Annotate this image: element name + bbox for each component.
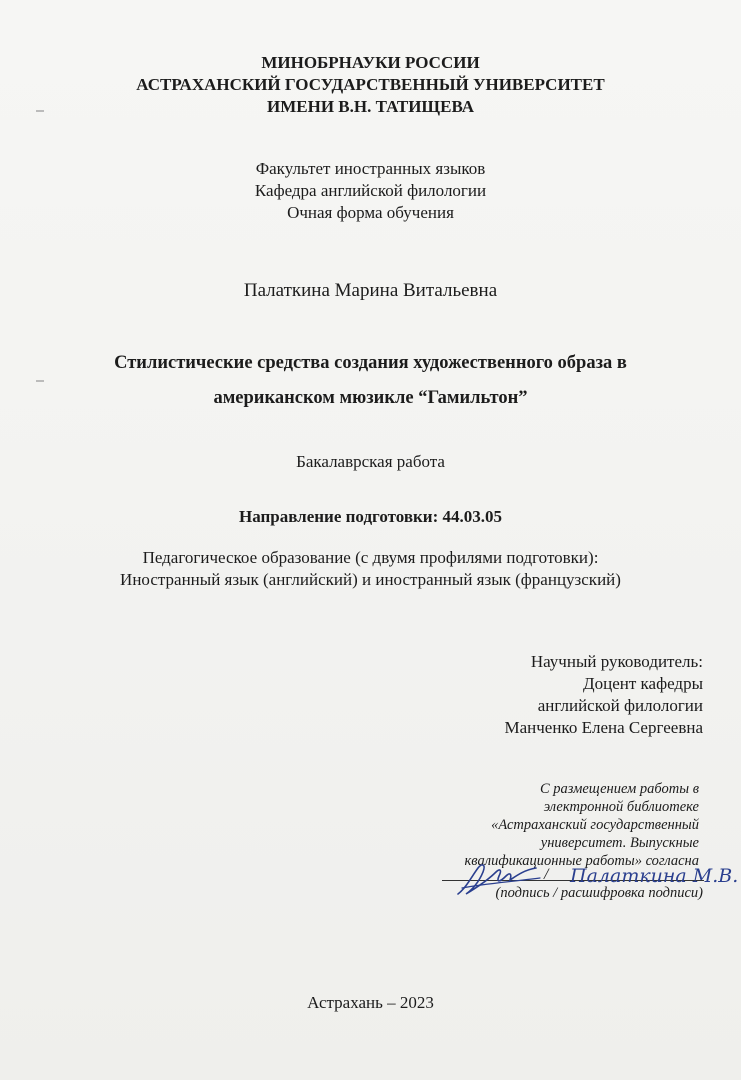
ministry-line: МИНОБРНАУКИ РОССИИ <box>261 53 480 72</box>
work-type: Бакалаврская работа <box>296 452 445 471</box>
thesis-title-line-1: Стилистические средства создания художественного образа в <box>114 353 627 373</box>
university-name-line: ИМЕНИ В.Н. ТАТИЩЕВА <box>266 97 474 116</box>
author-name: Палаткина Марина Витальевна <box>243 280 498 301</box>
supervisor-position: Доцент кафедры <box>583 674 703 693</box>
city-year: Астрахань – 2023 <box>307 993 434 1012</box>
study-form-line: Очная форма обучения <box>287 203 454 222</box>
profile-line-2: Иностранный язык (английский) и иностранный язык (французский) <box>120 570 621 589</box>
thesis-title-line-2: американском мюзикле “Гамильтон” <box>213 388 528 408</box>
scan-mark <box>36 380 44 382</box>
handwritten-name-text: Палаткина М.В. <box>570 865 739 887</box>
department-line: Кафедра английской филологии <box>254 181 487 200</box>
profile-line-1: Педагогическое образование (с двумя профилями подготовки): <box>142 548 599 567</box>
supervisor-department: английской филологии <box>537 696 703 715</box>
supervisor-name: Манченко Елена Сергеевна <box>504 718 703 737</box>
supervisor-heading: Научный руководитель: <box>530 652 703 671</box>
consent-line-4: университет. Выпускные <box>540 835 699 851</box>
consent-line-2: электронной библиотеке <box>543 799 699 815</box>
consent-line-1: С размещением работы в <box>540 781 699 797</box>
faculty-line: Факультет иностранных языков <box>255 159 486 178</box>
signature-separator: / <box>544 866 549 883</box>
direction-line: Направление подготовки: 44.03.05 <box>238 507 503 526</box>
university-line: АСТРАХАНСКИЙ ГОСУДАРСТВЕННЫЙ УНИВЕРСИТЕТ <box>136 75 605 94</box>
signature-caption: (подпись / расшифровка подписи) <box>495 885 703 901</box>
consent-line-3: «Астраханский государственный <box>491 817 699 833</box>
consent-line-5: квалификационные работы» согласна <box>464 853 699 869</box>
